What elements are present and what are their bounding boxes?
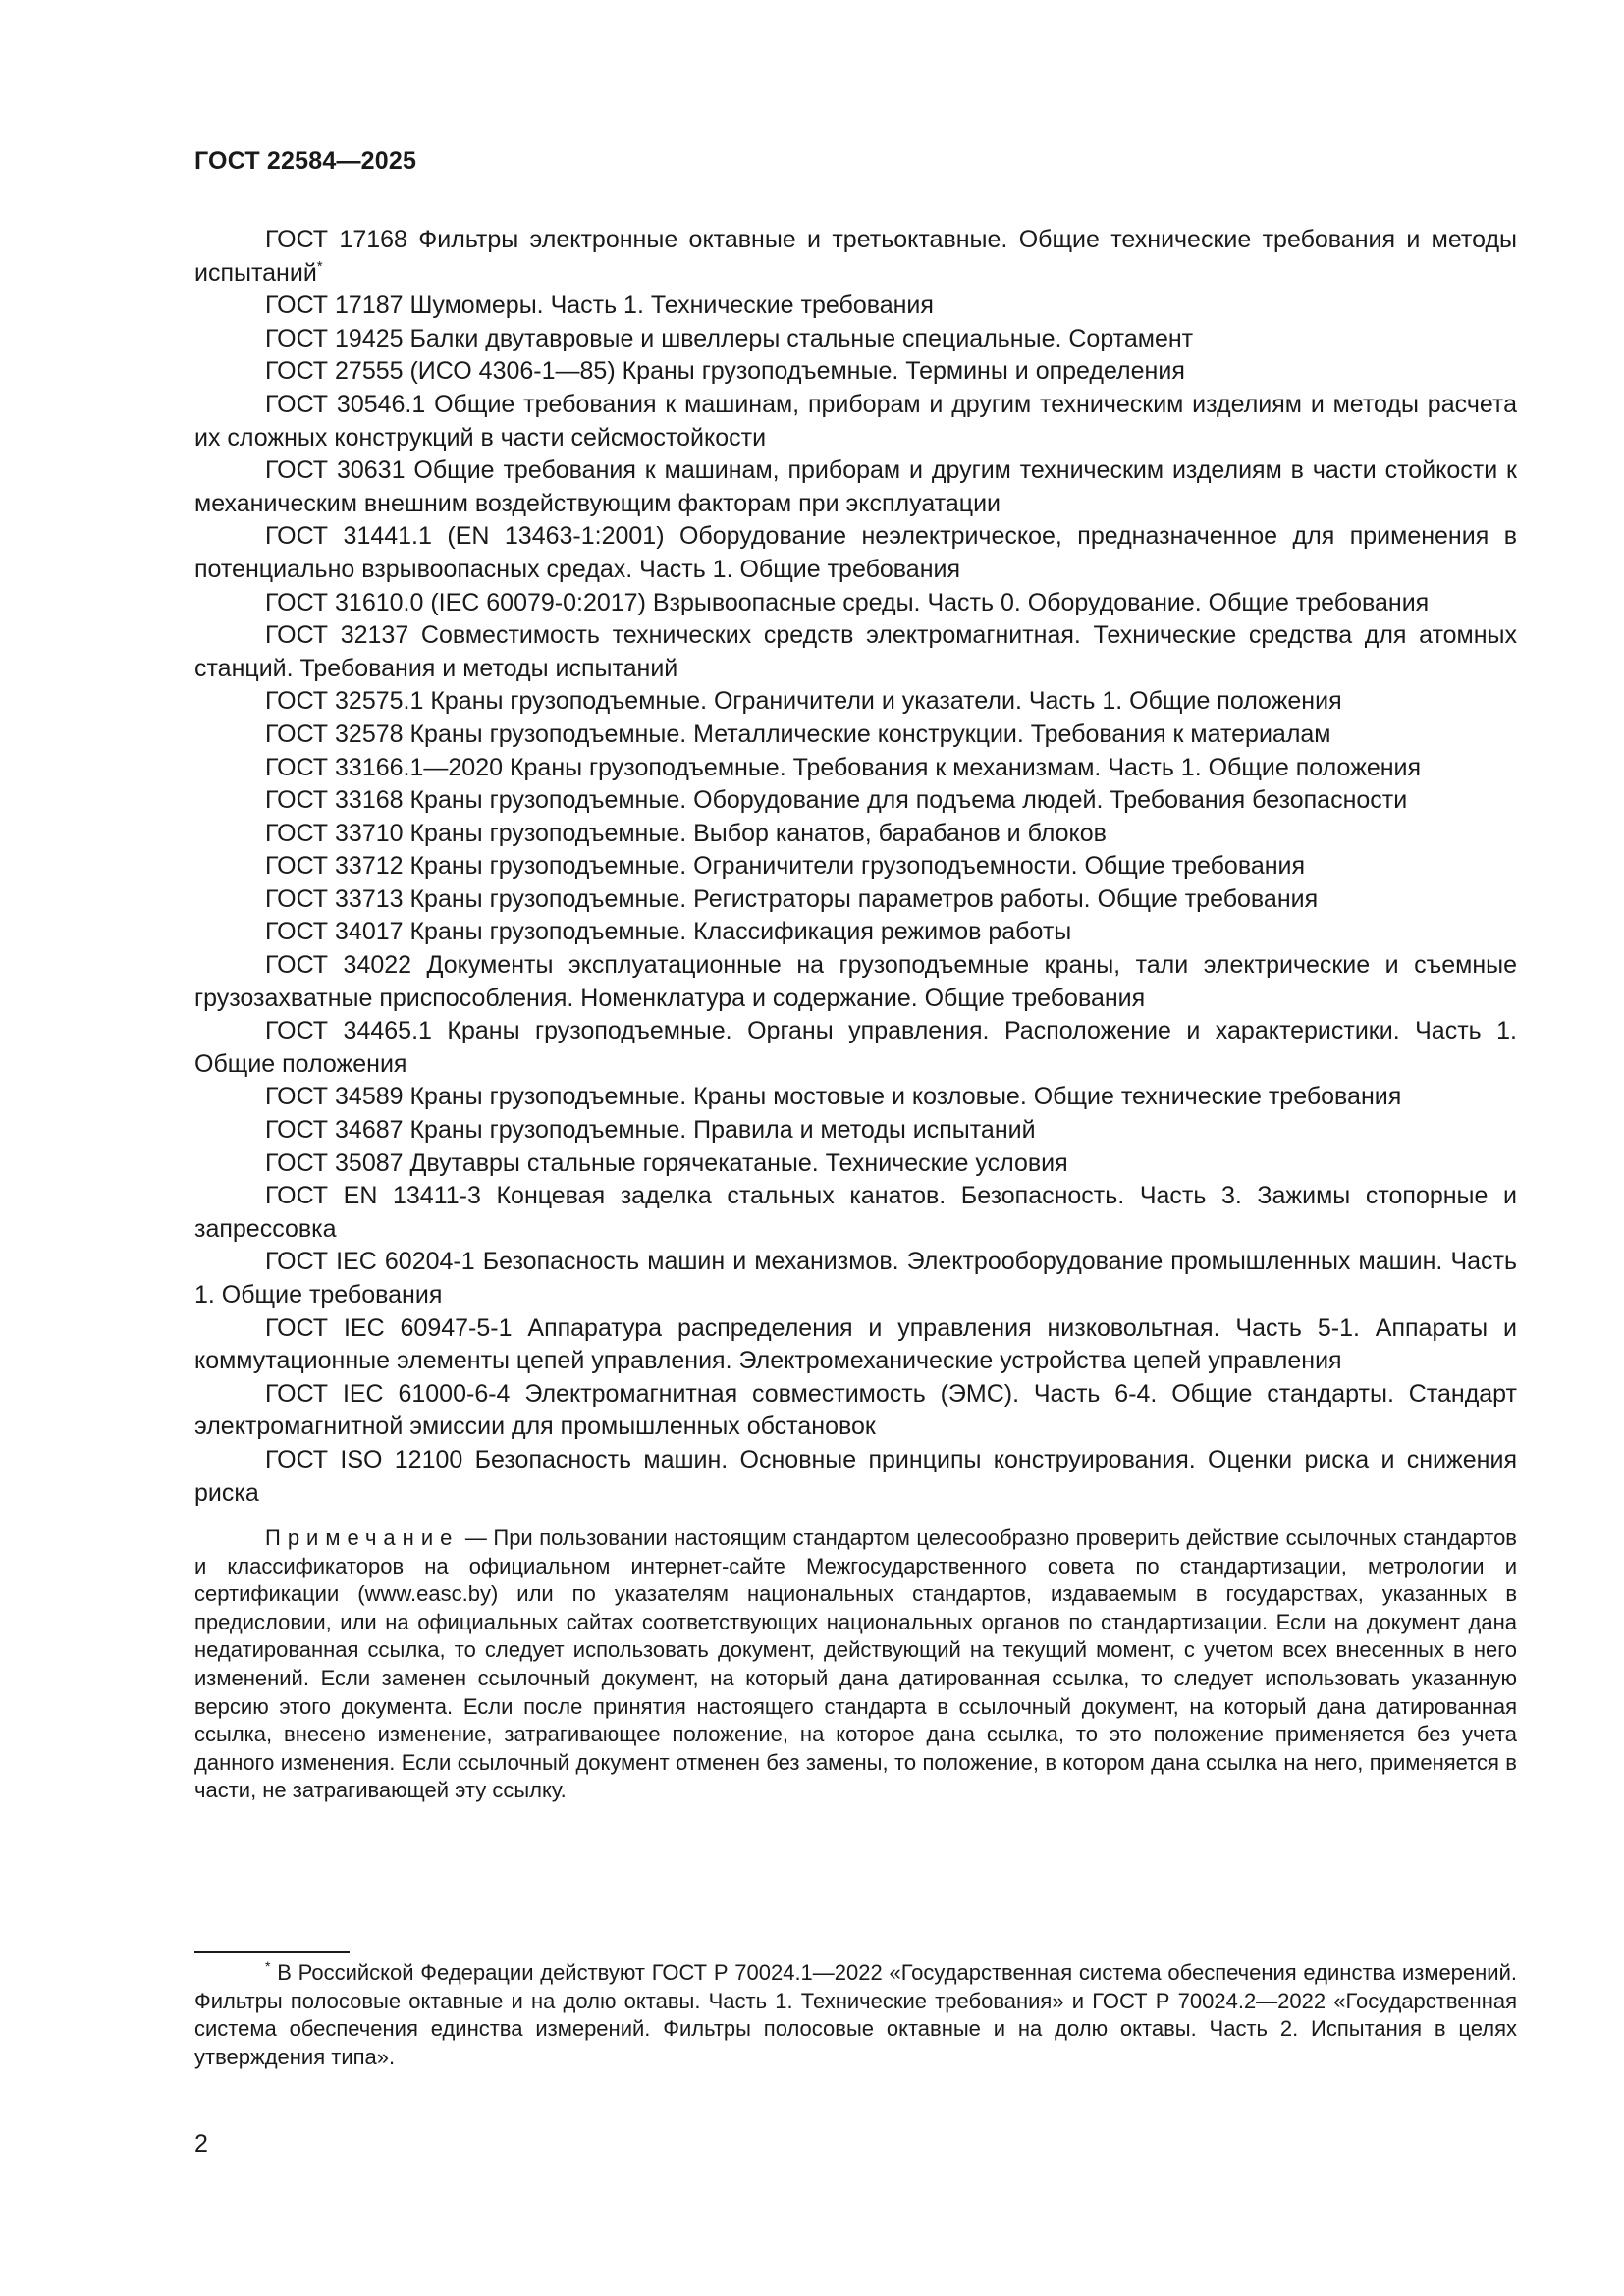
reference-item: ГОСТ EN 13411-3 Концевая заделка стальных канатов. Безопасность. Часть 3. Зажимы стопорные и запрессовка [194, 1182, 1517, 1243]
reference-item: ГОСТ IEC 61000-6-4 Электромагнитная совместимость (ЭМС). Часть 6-4. Общие стандарты. Стандарт электромагнитной эмиссии для промышленных обстановок [194, 1379, 1517, 1441]
reference-item: ГОСТ 33166.1—2020 Краны грузоподъемные. Требования к механизмам. Часть 1. Общие положения [265, 753, 1422, 781]
reference-item: ГОСТ 27555 (ИСО 4306-1—85) Краны грузоподъемные. Термины и определения [265, 357, 1185, 386]
reference-item: ГОСТ 30546.1 Общие требования к машинам, приборам и другим техническим изделиям и методы расчета их сложных конструкций в части сейсмостойкости [194, 390, 1517, 452]
document-header: ГОСТ 22584—2025 [194, 147, 417, 175]
reference-item: ГОСТ ISO 12100 Безопасность машин. Основные принципы конструирования. Оценки риска и снижения риска [194, 1445, 1517, 1507]
reference-item: ГОСТ 34022 Документы эксплуатационные на грузоподъемные краны, тали электрические и съемные грузозахватные приспособления. Номенклатура и содержание. Общие требования [194, 951, 1517, 1012]
note-text: — При пользовании настоящим стандартом целесообразно проверить действие ссылочных стандартов и классификаторов на официальном интернет-сайте Межгосударственного совета по стандартизации, метрологии и сертификации (www.easc.by) или по указателям национальных стандартов, издаваемым в государствах, указанных в предисловии, или на официальных сайтах соответствующих национальных органов по стандартизации. Если на документ дана недатированная ссылка, то следует использовать документ, действующий на текущий момент, с учетом всех внесенных в него изменений. Если заменен ссылочный документ, на который дана датированная ссылка, то следует использовать указанную версию этого документа. Если после принятия настоящего стандарта в ссылочный документ, на который дана датированная ссылка, внесено изменение, затрагивающее положение, на которое дана ссылка, то это положение применяется без учета данного изменения. Если ссылочный документ отменен без замены, то положение, в котором дана ссылка на него, применяется в части, не затрагивающей эту ссылку. [194, 1525, 1517, 1803]
reference-item: ГОСТ 32137 Совместимость технических средств электромагнитная. Технические средства для атомных станций. Требования и методы испытаний [194, 621, 1517, 682]
footnote-block [194, 1959, 1517, 2071]
reference-item: ГОСТ IEC 60947-5-1 Аппаратура распределения и управления низковольтная. Часть 5-1. Аппараты и коммутационные элементы цепей управления. Электромеханические устройства цепей управления [194, 1313, 1517, 1375]
reference-item: ГОСТ 32575.1 Краны грузоподъемные. Ограничители и указатели. Часть 1. Общие положения [265, 687, 1342, 716]
reference-item: ГОСТ 30631 Общие требования к машинам, приборам и другим техническим изделиям в части стойкости к механическим внешним воздействующим факторам при эксплуатации [194, 456, 1517, 517]
reference-item: ГОСТ 33713 Краны грузоподъемные. Регистраторы параметров работы. Общие требования [265, 884, 1319, 913]
reference-item: ГОСТ 34589 Краны грузоподъемные. Краны мостовые и козловые. Общие технические требования [265, 1083, 1402, 1111]
reference-item: ГОСТ 19425 Балки двутавровые и швеллеры стальные специальные. Сортамент [265, 324, 1194, 352]
footnote-marker: * [265, 1958, 271, 1974]
reference-item: ГОСТ 32578 Краны грузоподъемные. Металлические конструкции. Требования к материалам [265, 720, 1331, 748]
reference-item: ГОСТ 34687 Краны грузоподъемные. Правила и методы испытаний [265, 1116, 1036, 1145]
note-paragraph [194, 1524, 1517, 1805]
reference-text: ГОСТ 17168 Фильтры электронные октавные и третьоктавные. Общие технические требования и методы испытаний [194, 226, 1517, 287]
reference-item: ГОСТ 33712 Краны грузоподъемные. Ограничители грузоподъемности. Общие требования [265, 852, 1306, 881]
footnote-separator [194, 1951, 350, 1953]
reference-item: ГОСТ IEC 60204-1 Безопасность машин и механизмов. Электрооборудование промышленных машин. Часть 1. Общие требования [194, 1248, 1517, 1308]
note-label: Примечание [265, 1525, 460, 1550]
reference-item: ГОСТ 35087 Двутавры стальные горячекатаные. Технические условия [265, 1148, 1068, 1177]
reference-item: ГОСТ 31610.0 (IEC 60079-0:2017) Взрывоопасные среды. Часть 0. Оборудование. Общие требования [265, 588, 1430, 616]
reference-item: ГОСТ 17187 Шумомеры. Часть 1. Технические требования [265, 292, 934, 320]
reference-item: ГОСТ 33710 Краны грузоподъемные. Выбор канатов, барабанов и блоков [265, 819, 1107, 847]
reference-item [194, 224, 1517, 290]
reference-item: ГОСТ 31441.1 (EN 13463-1:2001) Оборудование неэлектрическое, предназначенное для применения в потенциально взрывоопасных средах. Часть 1. Общие требования [194, 522, 1517, 583]
note-block [194, 1524, 1517, 1805]
page-number: 2 [194, 2130, 208, 2158]
normative-references-list [194, 224, 1517, 1510]
footnote-paragraph [194, 1959, 1517, 2071]
footnote-text: В Российской Федерации действуют ГОСТ Р 70024.1—2022 «Государственная система обеспечения единства измерений. Фильтры полосовые октавные и на долю октавы. Часть 1. Технические требования» и ГОСТ Р 70024.2—2022 «Государственная система обеспечения единства измерений. Фильтры полосовые октавные и на долю октавы. Часть 2. Испытания в целях утверждения типа». [194, 1960, 1517, 2069]
reference-item: ГОСТ 34017 Краны грузоподъемные. Классификация режимов работы [265, 918, 1072, 946]
reference-item: ГОСТ 34465.1 Краны грузоподъемные. Органы управления. Расположение и характеристики. Часть 1. Общие положения [194, 1017, 1517, 1078]
reference-item: ГОСТ 33168 Краны грузоподъемные. Оборудование для подъема людей. Требования безопасности [265, 786, 1408, 815]
footnote-marker: * [316, 257, 323, 275]
